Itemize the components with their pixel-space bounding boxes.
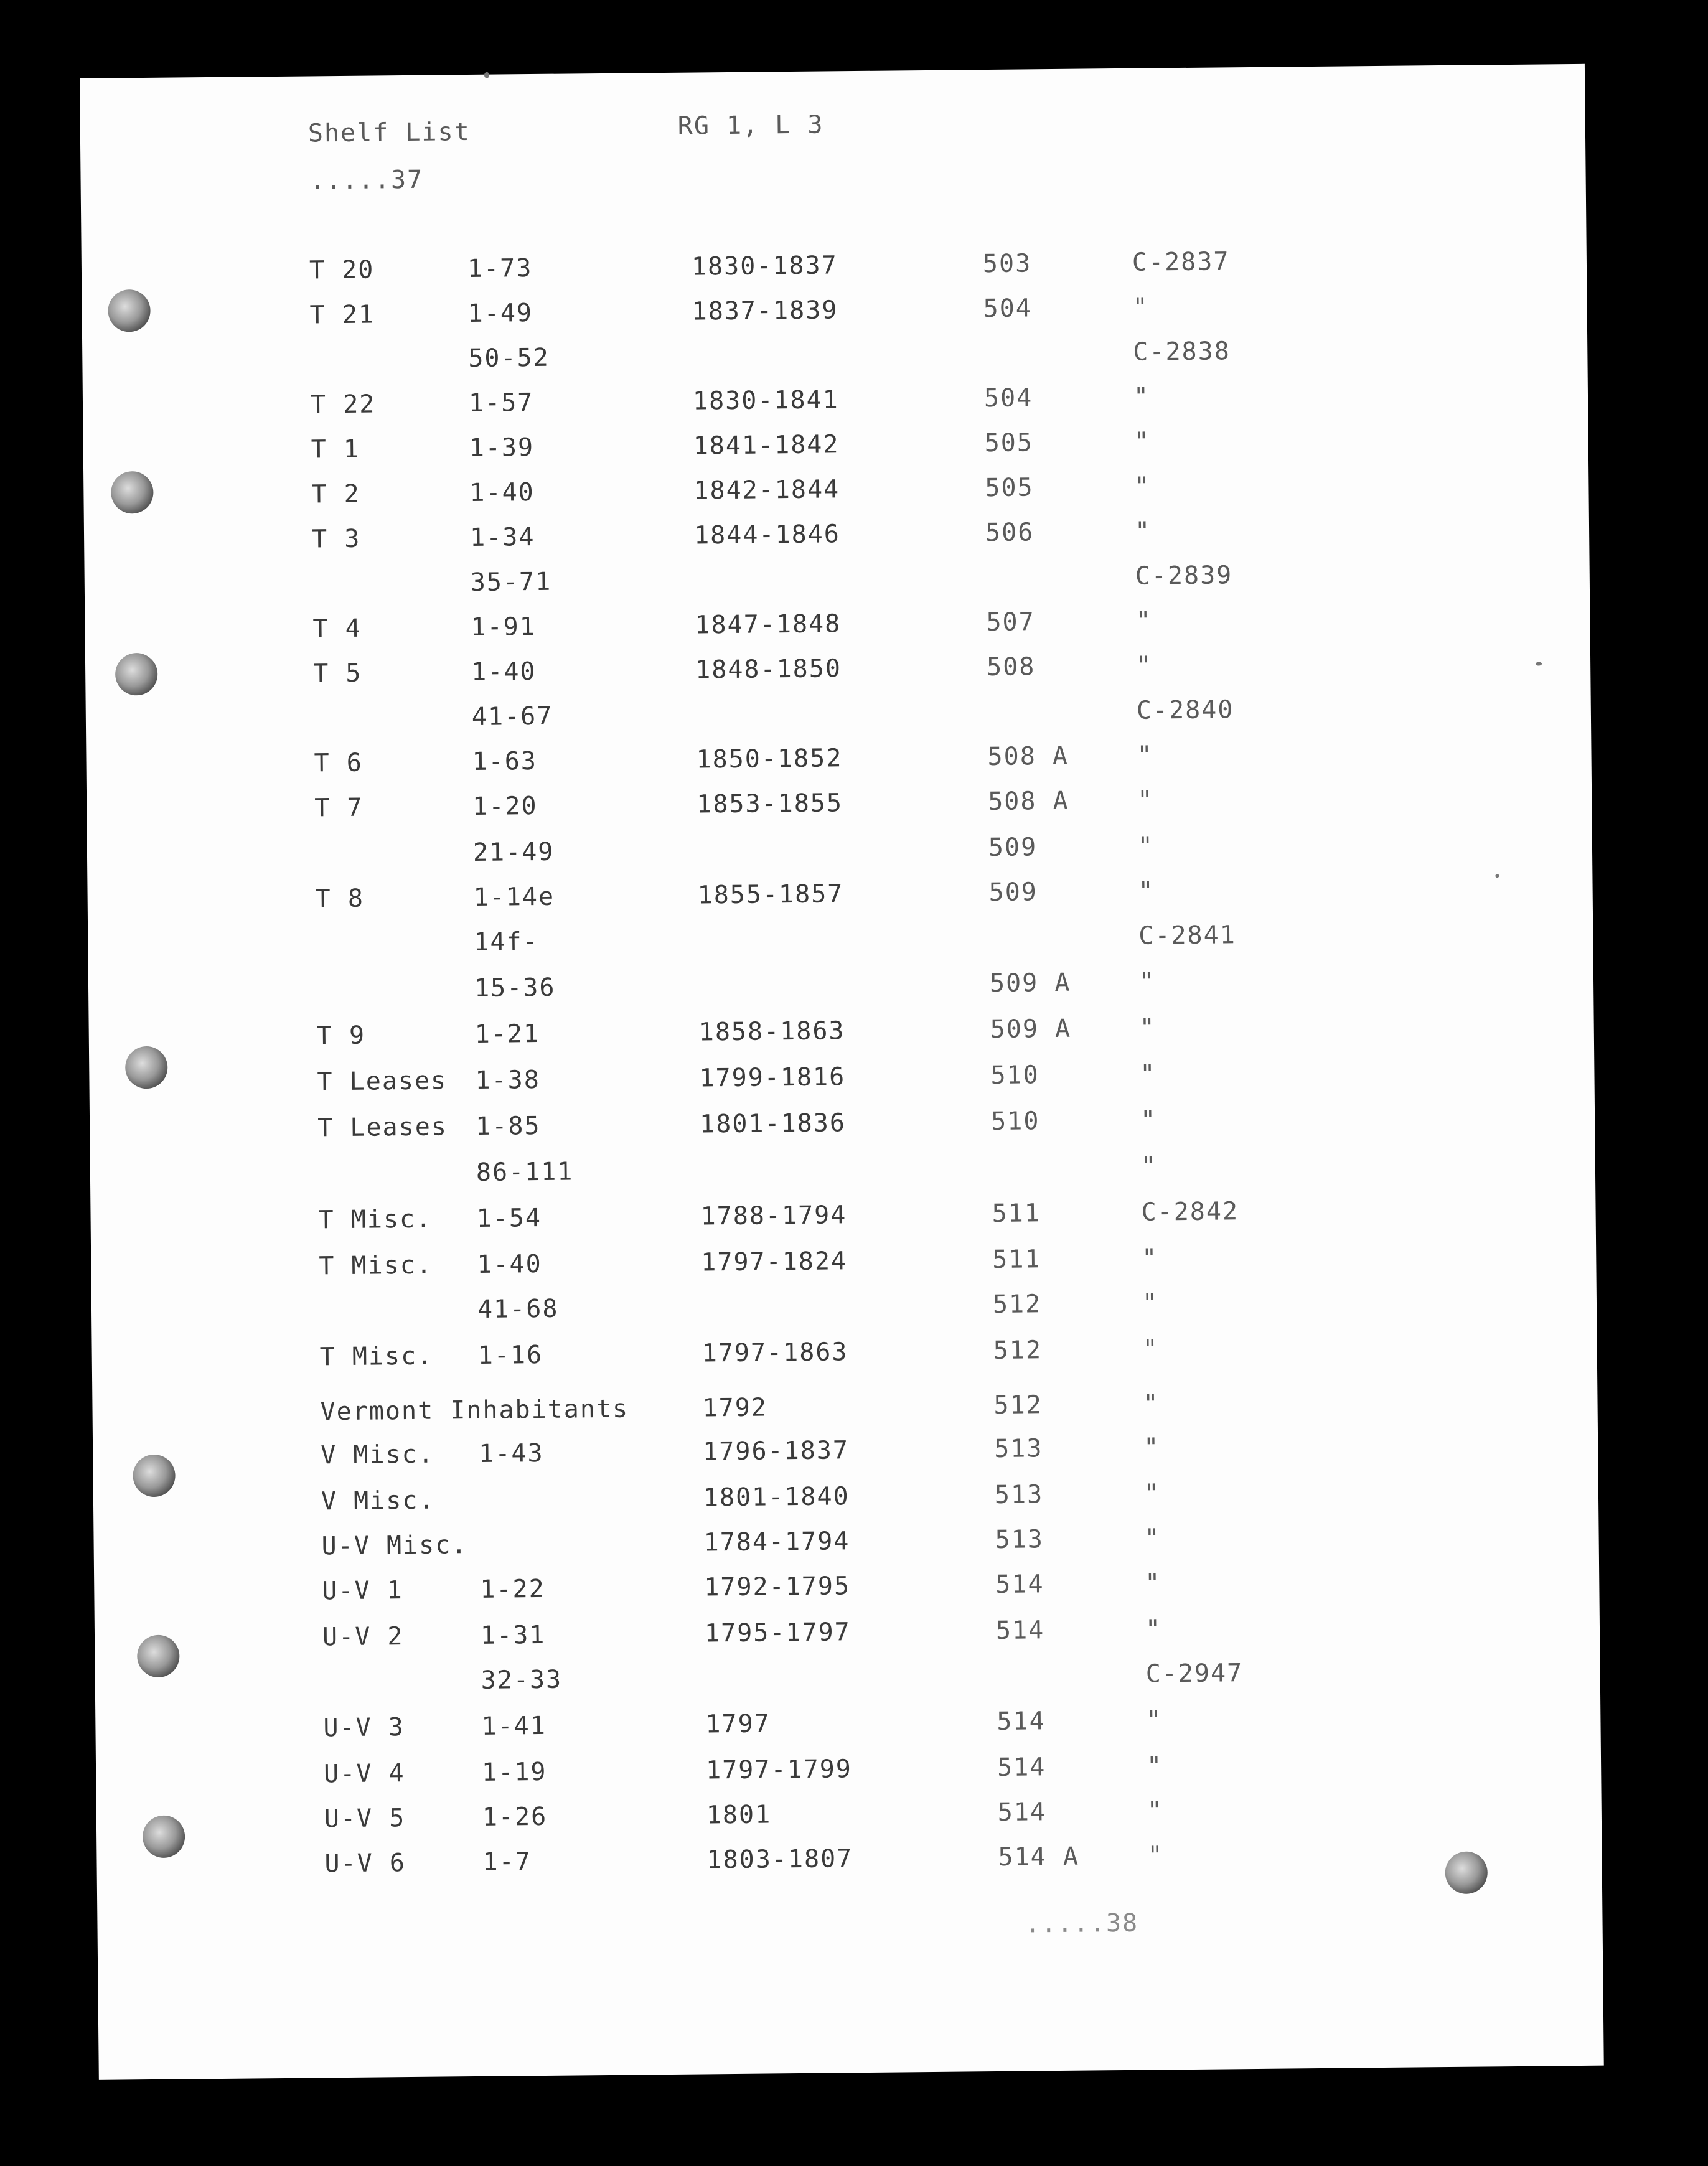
dates-cell: 1788-1794 xyxy=(700,1201,847,1231)
items-cell: 32-33 xyxy=(481,1665,563,1695)
dates-cell: 1847-1848 xyxy=(695,609,842,640)
items-cell: 1-38 xyxy=(475,1065,541,1095)
items-cell: 35-71 xyxy=(470,567,552,598)
reel-cell: " xyxy=(1143,1389,1160,1418)
reel-cell: " xyxy=(1138,967,1156,996)
box-cell: 509 A xyxy=(990,1014,1072,1044)
series-cell: U-V 6 xyxy=(324,1849,406,1878)
reel-cell: " xyxy=(1142,1334,1159,1364)
punch-hole xyxy=(133,1455,176,1498)
series-cell: T 3 xyxy=(311,524,361,554)
items-cell: 1-22 xyxy=(480,1574,545,1604)
dates-cell: 1792-1795 xyxy=(704,1572,851,1602)
series-cell: T Misc. xyxy=(319,1341,434,1372)
items-cell: 21-49 xyxy=(472,837,555,867)
dates-cell: 1792 xyxy=(702,1393,768,1423)
reel-cell: " xyxy=(1137,832,1155,861)
reel-cell: " xyxy=(1143,1479,1161,1508)
items-cell: 41-67 xyxy=(471,701,553,731)
reel-cell: " xyxy=(1147,1841,1164,1870)
box-cell: 505 xyxy=(984,428,1034,458)
continued-to-label: .....38 xyxy=(1025,1908,1139,1939)
reel-cell: C-2840 xyxy=(1136,695,1234,725)
document-page xyxy=(80,64,1604,2080)
reel-cell: " xyxy=(1142,1288,1159,1318)
box-cell: 504 xyxy=(983,294,1033,324)
items-cell: 1-40 xyxy=(469,478,535,508)
items-cell: 1-49 xyxy=(467,299,533,329)
dates-cell: 1797-1824 xyxy=(701,1247,848,1277)
box-cell: 514 xyxy=(995,1616,1045,1645)
items-cell: 1-21 xyxy=(474,1019,540,1049)
series-cell: T 6 xyxy=(314,748,364,778)
punch-hole xyxy=(1445,1851,1488,1894)
dates-cell: 1858-1863 xyxy=(698,1016,845,1047)
series-cell: T 4 xyxy=(312,614,362,644)
box-cell: 512 xyxy=(993,1390,1043,1420)
box-cell: 510 xyxy=(990,1061,1039,1090)
items-cell: 1-85 xyxy=(475,1111,541,1141)
reel-cell: " xyxy=(1140,1151,1158,1181)
box-cell: 509 A xyxy=(989,968,1071,998)
box-cell: 514 xyxy=(997,1707,1046,1736)
box-cell: 505 xyxy=(985,473,1034,503)
reel-cell: " xyxy=(1137,741,1153,770)
dates-cell: 1797-1799 xyxy=(705,1755,853,1785)
reel-cell: " xyxy=(1138,876,1155,906)
dates-cell: 1799-1816 xyxy=(699,1062,846,1093)
reel-cell: " xyxy=(1146,1705,1163,1735)
record-group-label: RG 1, L 3 xyxy=(677,110,824,141)
reel-cell: " xyxy=(1133,382,1150,411)
dates-cell: 1801-1836 xyxy=(699,1109,847,1139)
dates-cell: 1842-1844 xyxy=(693,475,840,505)
series-cell: T 2 xyxy=(311,479,360,509)
dates-cell: 1797 xyxy=(705,1709,771,1739)
series-cell: T Leases xyxy=(317,1112,448,1143)
box-cell: 512 xyxy=(993,1336,1043,1366)
series-cell: Vermont Inhabitants xyxy=(320,1394,629,1427)
reel-cell: C-2841 xyxy=(1138,921,1237,950)
series-cell: T Misc. xyxy=(318,1204,433,1235)
items-cell: 15-36 xyxy=(474,973,556,1003)
items-cell: 50-52 xyxy=(468,343,550,373)
reel-cell: " xyxy=(1145,1568,1161,1598)
reel-cell: C-2842 xyxy=(1141,1197,1239,1227)
paper-speck xyxy=(1536,662,1542,665)
items-cell: 86-111 xyxy=(476,1157,574,1187)
dates-cell: 1853-1855 xyxy=(697,789,843,819)
dates-cell: 1830-1841 xyxy=(692,385,839,416)
series-cell: U-V 2 xyxy=(322,1622,404,1652)
reel-cell: " xyxy=(1132,293,1149,322)
series-cell: T 5 xyxy=(312,659,362,688)
box-cell: 507 xyxy=(986,607,1035,637)
punch-hole xyxy=(108,289,151,332)
reel-cell: " xyxy=(1135,606,1152,635)
reel-cell: " xyxy=(1139,1013,1157,1043)
dates-cell: 1855-1857 xyxy=(697,879,844,910)
box-cell: 514 A xyxy=(998,1842,1080,1872)
items-cell: 1-20 xyxy=(472,791,538,821)
paper-speck xyxy=(484,72,489,78)
dates-cell: 1830-1837 xyxy=(691,251,838,281)
series-cell: T 20 xyxy=(309,255,375,285)
box-cell: 510 xyxy=(990,1107,1040,1137)
items-cell: 1-31 xyxy=(480,1620,546,1650)
box-cell: 511 xyxy=(992,1199,1041,1229)
items-cell: 1-57 xyxy=(468,388,534,418)
reel-cell: " xyxy=(1137,785,1154,815)
reel-cell: " xyxy=(1140,1105,1157,1135)
reel-cell: C-2837 xyxy=(1132,247,1230,277)
series-cell: U-V 3 xyxy=(323,1713,405,1743)
items-cell: 1-40 xyxy=(477,1249,542,1279)
items-cell: 1-34 xyxy=(469,523,535,553)
reel-cell: " xyxy=(1140,1059,1157,1089)
shelf-list-title: Shelf List xyxy=(307,117,471,148)
dates-cell: 1796-1837 xyxy=(703,1436,850,1466)
reel-cell: " xyxy=(1133,427,1150,456)
reel-cell: " xyxy=(1134,472,1151,501)
reel-cell: " xyxy=(1143,1433,1160,1462)
punch-hole xyxy=(111,471,154,514)
dates-cell: 1801 xyxy=(706,1800,772,1830)
items-cell: 1-26 xyxy=(482,1802,548,1832)
box-cell: 514 xyxy=(997,1753,1046,1782)
dates-cell: 1801-1840 xyxy=(703,1482,850,1512)
items-cell: 1-19 xyxy=(481,1757,547,1787)
series-cell: T 1 xyxy=(311,434,360,464)
items-cell: 41-68 xyxy=(477,1294,559,1324)
items-cell: 1-7 xyxy=(482,1847,532,1877)
series-cell: U-V 1 xyxy=(322,1576,403,1606)
items-cell: 1-39 xyxy=(469,433,535,463)
items-cell: 1-43 xyxy=(479,1438,544,1468)
reel-cell: " xyxy=(1134,517,1152,546)
punch-hole xyxy=(115,653,158,696)
series-cell: T 7 xyxy=(314,793,364,823)
items-cell: 14f- xyxy=(474,927,539,957)
reel-cell: " xyxy=(1147,1796,1164,1826)
box-cell: 513 xyxy=(993,1434,1043,1463)
series-cell: V Misc. xyxy=(321,1440,435,1470)
items-cell: 1-73 xyxy=(467,254,533,284)
dates-cell: 1797-1863 xyxy=(702,1338,848,1368)
reel-cell: " xyxy=(1146,1751,1163,1781)
reel-cell: C-2947 xyxy=(1145,1659,1244,1689)
items-cell: 1-16 xyxy=(477,1340,543,1370)
box-cell: 509 xyxy=(988,878,1038,907)
items-cell: 1-91 xyxy=(471,612,537,642)
punch-hole xyxy=(143,1816,185,1859)
reel-cell: " xyxy=(1145,1615,1162,1644)
reel-cell: " xyxy=(1135,651,1153,680)
box-cell: 508 A xyxy=(987,741,1069,772)
reel-cell: C-2838 xyxy=(1133,337,1231,367)
box-cell: 513 xyxy=(994,1480,1044,1509)
series-cell: T 22 xyxy=(310,390,376,420)
items-cell: 1-41 xyxy=(481,1711,547,1741)
series-cell: V Misc. xyxy=(321,1486,435,1516)
box-cell: 506 xyxy=(985,518,1035,548)
reel-cell: " xyxy=(1144,1524,1161,1553)
series-cell: T 8 xyxy=(315,884,365,914)
dates-cell: 1784-1794 xyxy=(703,1527,850,1557)
box-cell: 514 xyxy=(997,1798,1047,1827)
continued-from-label: .....37 xyxy=(309,165,424,195)
dates-cell: 1850-1852 xyxy=(696,744,843,774)
series-cell: U-V 4 xyxy=(323,1759,405,1789)
punch-hole xyxy=(137,1635,180,1678)
items-cell: 1-63 xyxy=(472,746,538,776)
reel-cell: C-2839 xyxy=(1135,561,1233,591)
series-cell: T 21 xyxy=(309,300,375,330)
items-cell: 1-40 xyxy=(471,657,537,687)
dates-cell: 1803-1807 xyxy=(706,1844,853,1875)
dates-cell: 1844-1846 xyxy=(693,520,841,550)
items-cell: 1-14e xyxy=(473,882,555,912)
box-cell: 511 xyxy=(992,1245,1041,1275)
dates-cell: 1848-1850 xyxy=(695,654,842,685)
series-cell: T Leases xyxy=(317,1066,448,1097)
dates-cell: 1795-1797 xyxy=(704,1618,851,1648)
series-cell: U-V Misc. xyxy=(321,1531,468,1561)
paper-speck xyxy=(1495,874,1499,878)
box-cell: 514 xyxy=(995,1570,1044,1599)
box-cell: 508 A xyxy=(988,786,1069,817)
dates-cell: 1837-1839 xyxy=(692,296,838,326)
series-cell: T 9 xyxy=(316,1021,366,1051)
punch-hole xyxy=(125,1046,168,1089)
box-cell: 503 xyxy=(982,249,1032,279)
items-cell: 1-54 xyxy=(476,1203,542,1233)
series-cell: U-V 5 xyxy=(324,1804,406,1834)
series-cell: T Misc. xyxy=(319,1250,433,1281)
box-cell: 513 xyxy=(995,1525,1044,1554)
box-cell: 508 xyxy=(986,652,1036,682)
box-cell: 512 xyxy=(992,1290,1042,1320)
box-cell: 504 xyxy=(983,383,1033,413)
box-cell: 509 xyxy=(988,833,1038,863)
reel-cell: " xyxy=(1142,1244,1158,1273)
dates-cell: 1841-1842 xyxy=(693,430,840,461)
